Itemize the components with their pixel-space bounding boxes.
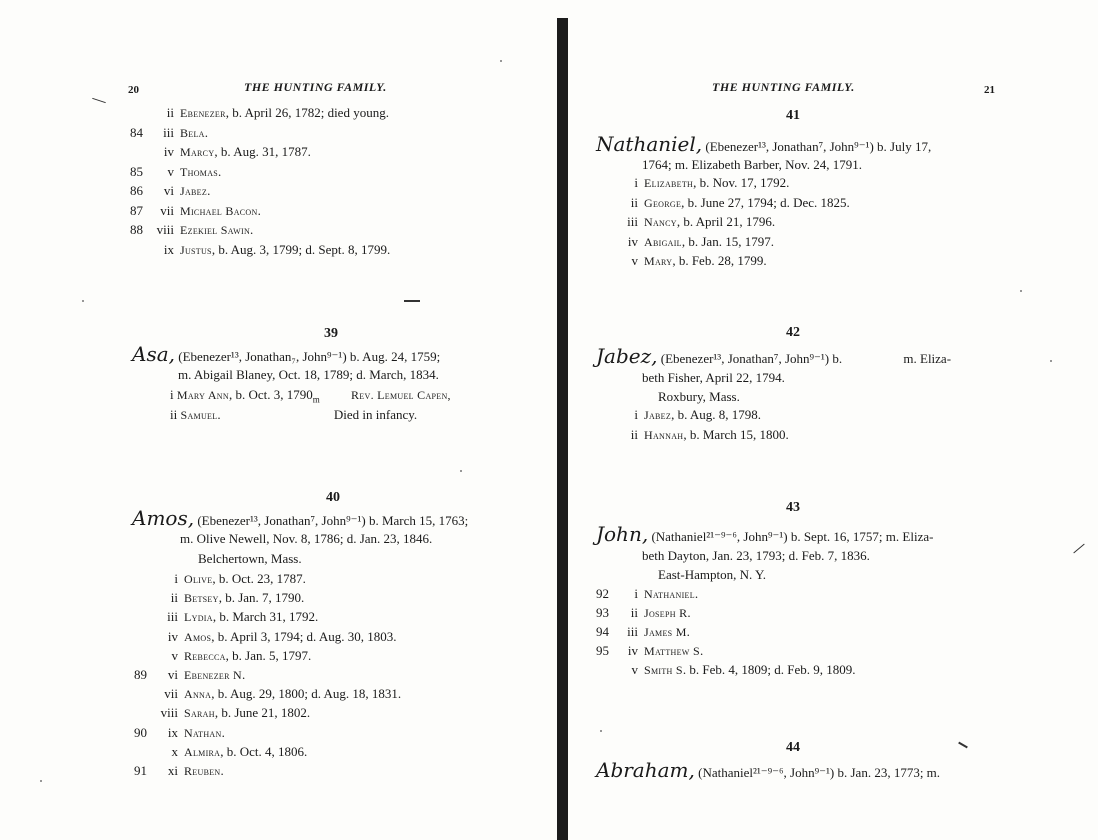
- child-details: , b. Oct. 23, 1787.: [212, 571, 306, 586]
- roman-numeral: v: [631, 253, 638, 268]
- child-row: [144, 241, 390, 259]
- roman-numeral: ii: [166, 105, 174, 120]
- child-details: , b. Jan. 7, 1790.: [218, 590, 305, 606]
- roman-numeral: ix: [167, 724, 178, 740]
- child-details: .: [694, 586, 699, 601]
- reference-number: 85: [130, 163, 143, 179]
- roman-numeral: ii: [630, 426, 638, 442]
- child-row: [144, 143, 311, 161]
- roman-numeral: viii: [160, 705, 178, 721]
- child-row: [144, 163, 221, 181]
- reference-number: 87: [130, 202, 143, 218]
- child-name: Marcy: [180, 145, 215, 159]
- scan-speck: [600, 730, 602, 732]
- running-header-left: THE HUNTING FAMILY.: [244, 80, 387, 94]
- reference-number: 92: [596, 586, 609, 601]
- entry-nathaniel: Nathaniel, (Ebenezer¹³, Jonathan⁷, John⁹⁻¹) b. July 17,: [596, 132, 932, 156]
- scan-speck: [500, 60, 502, 62]
- roman-numeral: i: [174, 571, 178, 586]
- section-number-43: 43: [786, 500, 800, 515]
- child-name: Mary: [644, 254, 673, 268]
- reference-number: 86: [130, 183, 143, 198]
- child-row: [148, 589, 304, 607]
- page-number-right: 21: [984, 84, 995, 96]
- child-name: Michael Bacon: [180, 203, 258, 218]
- roman-numeral: v: [631, 662, 638, 677]
- roman-numeral: iii: [167, 609, 178, 625]
- roman-numeral: iii: [627, 214, 638, 229]
- child-name: Nathaniel: [644, 587, 695, 601]
- person-name: Abraham,: [596, 758, 695, 782]
- child-details: , b. Aug. 29, 1800; d. Aug. 18, 1831.: [211, 686, 402, 702]
- scan-speck: [1050, 360, 1052, 362]
- roman-numeral: ix: [163, 241, 174, 257]
- book-gutter: [557, 18, 568, 840]
- child-details: .: [220, 763, 224, 778]
- roman-numeral: iv: [167, 628, 178, 644]
- child-row: [144, 202, 261, 220]
- scan-artifact: [404, 300, 420, 302]
- section-number-44: 44: [786, 740, 800, 755]
- child-row: [608, 174, 789, 192]
- running-header-right: THE HUNTING FAMILY.: [712, 80, 855, 94]
- child-details: .: [687, 605, 691, 620]
- section-number-40: 40: [326, 490, 340, 505]
- child-row: ii Samuel. Died in infancy.: [170, 407, 418, 422]
- child-name: Smith S: [644, 663, 683, 677]
- child-details: .: [221, 724, 225, 740]
- scan-speck: [1020, 290, 1022, 292]
- child-name: Olive: [184, 572, 213, 586]
- entry-abraham: Abraham, (Nathaniel²¹⁻⁹⁻⁶, John⁹⁻¹) b. Jan. 23, 1773; m.: [596, 758, 941, 782]
- right-page: [572, 0, 1098, 840]
- person-name: Nathaniel,: [596, 132, 703, 156]
- child-details: , b. March 31, 1792.: [212, 609, 319, 625]
- person-name: Jabez,: [596, 344, 658, 368]
- section-number-39: 39: [324, 326, 338, 341]
- child-name: Betsey: [184, 591, 219, 606]
- reference-number: 94: [596, 624, 609, 639]
- child-row: [144, 182, 210, 200]
- child-name: James M: [644, 625, 687, 639]
- child-name: Justus: [180, 242, 212, 257]
- child-name: Jabez: [180, 184, 208, 198]
- reference-number: 84: [130, 124, 143, 140]
- scan-speck: [40, 780, 42, 782]
- roman-numeral: vii: [160, 202, 174, 218]
- child-name: Almira: [184, 744, 221, 759]
- entry-asa-line2: m. Abigail Blaney, Oct. 18, 1789; d. March, 1834.: [178, 367, 439, 382]
- child-name: Amos: [184, 629, 212, 644]
- child-name: Bela: [180, 125, 205, 140]
- child-row: [608, 585, 698, 603]
- entry-asa: Asa, (Ebenezer¹³, Jonathan₇, John⁹⁻¹) b. Aug. 24, 1759;: [132, 342, 441, 366]
- child-name: Sarah: [184, 706, 215, 721]
- child-details: , b. Nov. 17, 1792.: [693, 175, 790, 190]
- child-details: .: [204, 124, 209, 140]
- child-row: [144, 221, 253, 239]
- child-row: [148, 608, 318, 626]
- roman-numeral: i: [634, 175, 638, 190]
- child-row: [608, 233, 774, 251]
- child-name: Thomas: [180, 164, 219, 179]
- child-name: Joseph R: [644, 606, 688, 620]
- child-row: [148, 724, 225, 742]
- entry-amos-line2: m. Olive Newell, Nov. 8, 1786; d. Jan. 23, 1846.: [180, 531, 433, 546]
- entry-nathaniel-line2: 1764; m. Elizabeth Barber, Nov. 24, 1791.: [642, 157, 862, 172]
- child-row: [608, 252, 767, 270]
- child-details: .: [699, 643, 704, 658]
- child-row: [608, 213, 775, 231]
- roman-numeral: vi: [167, 667, 178, 682]
- child-name: Nancy: [644, 215, 677, 229]
- child-name: Reuben: [184, 764, 221, 778]
- child-name: Anna: [184, 687, 212, 702]
- child-name: Ebenezer N: [184, 668, 242, 682]
- entry-john-line2: beth Dayton, Jan. 23, 1793; d. Feb. 7, 1836.: [642, 548, 870, 563]
- person-name: John,: [596, 522, 649, 546]
- roman-numeral: ii: [630, 194, 638, 210]
- child-row: [148, 704, 310, 722]
- child-row: [144, 124, 208, 142]
- child-details: , b. April 21, 1796.: [676, 214, 776, 229]
- child-row: [608, 426, 789, 444]
- child-row: [148, 685, 401, 703]
- child-details: .: [218, 163, 222, 179]
- child-row: [608, 661, 856, 679]
- child-details: , b. June 21, 1802.: [214, 705, 311, 721]
- child-details: . b. Feb. 4, 1809; d. Feb. 9, 1809.: [682, 662, 856, 677]
- child-details: , b. Feb. 28, 1799.: [672, 253, 767, 268]
- child-row: [608, 604, 691, 622]
- roman-numeral: ii: [630, 605, 638, 620]
- child-details: , b. June 27, 1794; d. Dec. 1825.: [681, 194, 850, 210]
- person-name: Amos,: [132, 506, 195, 530]
- child-details: , b. Jan. 5, 1797.: [225, 647, 312, 663]
- roman-numeral: vi: [163, 183, 174, 198]
- roman-numeral: iv: [627, 643, 638, 658]
- child-name: Jabez: [644, 408, 672, 422]
- roman-numeral: v: [171, 647, 178, 663]
- child-row: [608, 642, 703, 660]
- reference-number: 90: [134, 724, 147, 740]
- roman-numeral: x: [171, 743, 178, 759]
- child-row: [148, 743, 307, 761]
- child-name: Matthew S: [644, 644, 700, 658]
- person-name: Asa,: [132, 342, 175, 366]
- child-details: .: [242, 667, 246, 682]
- scan-speck: [460, 470, 462, 472]
- roman-numeral: v: [167, 163, 174, 179]
- child-row: i Mary Ann, b. Oct. 3, $1790_m$ Rev. Lemuel Capen,: [170, 387, 451, 405]
- reference-number: 95: [596, 643, 609, 658]
- roman-numeral: ii: [170, 590, 178, 606]
- residence: East-Hampton, N. Y.: [658, 567, 766, 582]
- child-name: Nathan: [184, 725, 222, 740]
- child-row: [148, 647, 311, 665]
- child-details: .: [207, 183, 211, 198]
- entry-amos: Amos, (Ebenezer¹³, Jonathan⁷, John⁹⁻¹) b. March 15, 1763;: [132, 506, 469, 530]
- child-name: Lydia: [184, 610, 213, 625]
- child-details: , b. Aug. 8, 1798.: [671, 407, 761, 422]
- reference-number: 91: [134, 763, 147, 778]
- roman-numeral: vii: [164, 686, 178, 702]
- child-name: George: [644, 195, 682, 210]
- child-details: .: [250, 222, 254, 237]
- child-details: , b. March 15, 1800.: [683, 426, 789, 442]
- roman-numeral: iv: [627, 233, 638, 249]
- child-details: .: [257, 202, 261, 218]
- child-row: [608, 406, 761, 424]
- child-name: Abigail: [644, 234, 682, 249]
- roman-numeral: iii: [163, 124, 174, 140]
- child-details: , b. Aug. 3, 1799; d. Sept. 8, 1799.: [211, 241, 391, 257]
- child-row: [148, 762, 224, 780]
- child-row: [144, 104, 389, 122]
- reference-number: 88: [130, 222, 143, 237]
- child-name: Ezekiel Sawin: [180, 223, 251, 237]
- reference-number: 93: [596, 605, 609, 620]
- child-row: [148, 666, 245, 684]
- child-details: , b. Jan. 15, 1797.: [681, 233, 774, 249]
- entry-john: John, (Nathaniel²¹⁻⁹⁻⁶, John⁹⁻¹) b. Sept. 16, 1757; m. Eliza-: [596, 522, 934, 546]
- roman-numeral: xi: [167, 763, 178, 778]
- residence: Belchertown, Mass.: [198, 551, 302, 566]
- page-number-left: 20: [128, 84, 139, 96]
- child-name: Elizabeth: [644, 176, 694, 190]
- child-details: , b. April 26, 1782; died young.: [225, 105, 389, 120]
- child-name: Hannah: [644, 427, 684, 442]
- section-number-41: 41: [786, 108, 800, 123]
- child-details: , b. April 3, 1794; d. Aug. 30, 1803.: [211, 628, 397, 644]
- roman-numeral: i: [634, 407, 638, 422]
- child-name: Rebecca: [184, 648, 226, 663]
- entry-jabez: Jabez, (Ebenezer¹³, Jonathan⁷, John⁹⁻¹) b. m. Eliza-: [596, 344, 952, 368]
- roman-numeral: iii: [627, 624, 638, 639]
- residence: Roxbury, Mass.: [658, 389, 740, 404]
- roman-numeral: iv: [163, 144, 174, 159]
- child-details: .: [686, 624, 690, 639]
- roman-numeral: i: [634, 586, 638, 601]
- child-row: [608, 194, 850, 212]
- roman-numeral: viii: [156, 222, 174, 237]
- scan-speck: [82, 300, 84, 302]
- child-name: Ebenezer: [180, 106, 226, 120]
- child-row: [148, 628, 396, 646]
- reference-number: 89: [134, 667, 147, 682]
- child-row: [148, 570, 306, 588]
- child-row: [608, 623, 690, 641]
- child-details: , b. Aug. 31, 1787.: [214, 144, 311, 159]
- entry-jabez-line2: beth Fisher, April 22, 1794.: [642, 370, 785, 385]
- section-number-42: 42: [786, 325, 800, 340]
- child-details: , b. Oct. 4, 1806.: [220, 743, 308, 759]
